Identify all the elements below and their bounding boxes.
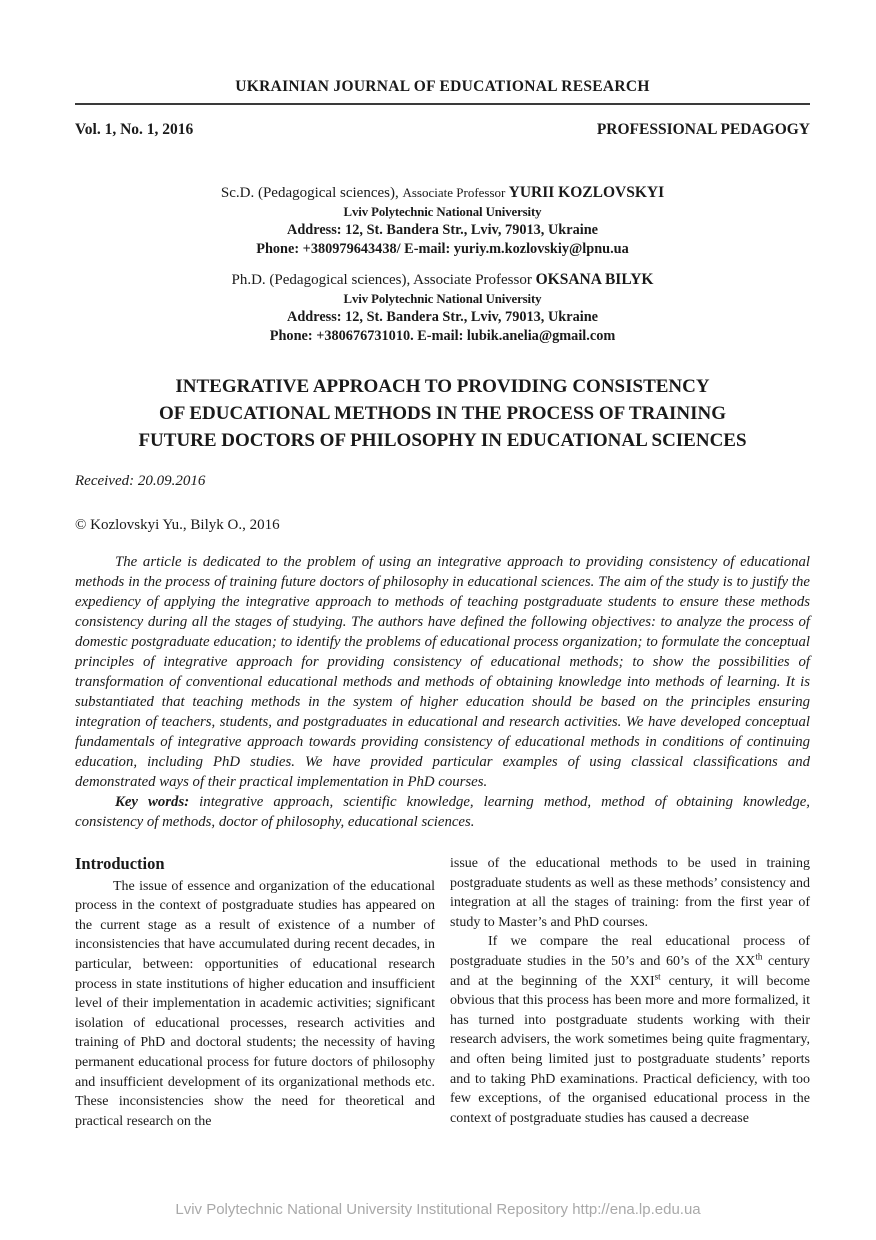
author-address: Address: 12, St. Bandera Str., Lviv, 79013, Ukraine — [287, 309, 598, 325]
copyright-line: © Kozlovskyi Yu., Bilyk O., 2016 — [75, 517, 280, 533]
rc2-seg1: If we compare the real educational process of postgraduate studies in the 50’s and 60’s of the XX — [450, 934, 810, 969]
article-title — [75, 373, 810, 454]
author-block-2 — [75, 270, 810, 345]
repository-footer: Lviv Polytechnic National University Institutional Repository http://ena.lp.edu.ua — [175, 1201, 701, 1218]
introduction-heading: Introduction — [75, 854, 165, 873]
article-title-line-2: OF EDUCATIONAL METHODS IN THE PROCESS OF TRAINING — [158, 403, 727, 424]
body-columns — [75, 854, 810, 1131]
issue-volume: Vol. 1, No. 1, 2016 — [75, 121, 194, 138]
article-title-line-3: FUTURE DOCTORS OF PHILOSOPHY IN EDUCATIONAL SCIENCES — [138, 430, 747, 451]
right-column-paragraph-1: issue of the educational methods to be used in training postgraduate students as well as these methods’ consistency and integration at all the stages of training: from the first year of study to Master’s and PhD courses. — [450, 856, 810, 930]
rc2-sup2: st — [654, 970, 661, 981]
author-name: YURII KOZLOVSKYI — [508, 184, 665, 201]
authors-section — [75, 183, 810, 345]
received-date: Received: 20.09.2016 — [75, 473, 206, 489]
author-position: Associate Professor — [402, 185, 509, 200]
author-contact: Phone: +380676731010. E-mail: lubik.anelia@gmail.com — [269, 327, 616, 344]
article-title-line-1: INTEGRATIVE APPROACH TO PROVIDING CONSISTENCY — [175, 376, 710, 397]
author-affiliation: Lviv Polytechnic National University — [343, 292, 542, 306]
left-column-paragraph: The issue of essence and organization of the educational process in the context of postgraduate studies has appeared on the current stage as a result of existence of a number of inconsistencies that have accumulated during recent decades, in particular, between: opportunities of educational research process in state institutions of higher education and insufficient level of their implementation in academic activities; significant isolation of educational processes, research activities and training of PhD and doctoral students; the necessity of having permanent educational process for future doctors of philosophy and insufficient development of its organizational methods etc. These inconsistencies show the need for theoretical and practical research on the — [75, 878, 435, 1129]
author-degree: Ph.D. (Pedagogical sciences), — [231, 272, 414, 288]
keywords-paragraph — [75, 792, 810, 832]
rc2-seg2: century and at the beginning of the XXI — [450, 953, 810, 989]
author-position: Associate Professor — [413, 272, 536, 288]
author-affiliation: Lviv Polytechnic National University — [343, 205, 542, 219]
author-degree: Sc.D. (Pedagogical sciences), — [220, 185, 403, 201]
author-block-1 — [75, 183, 810, 258]
author-contact: Phone: +380979643438/ E-mail: yuriy.m.kozlovskiy@lpnu.ua — [256, 240, 629, 257]
abstract-section — [75, 552, 810, 832]
author-address: Address: 12, St. Bandera Str., Lviv, 79013, Ukraine — [287, 222, 598, 238]
journal-header-title: UKRAINIAN JOURNAL OF EDUCATIONAL RESEARCH — [235, 78, 650, 95]
author-degree-line — [75, 183, 810, 203]
abstract-paragraph: The article is dedicated to the problem of using an integrative approach to providing consistency of educational methods in the process of training future doctors of philosophy in educational sciences. The aim of the study is to justify the expediency of applying the integrative approach to methods of teaching postgraduate students to ensure these methods consistency during all the stages of studying. The authors have defined the following objectives: to analyze the process of domestic postgraduate education; to identify the problems of educational process organization; to formulate the conceptual principles of integrative approach for providing consistency of educational methods; to show the possibilities of transformation of conventional educational methods and methods of obtaining knowledge into methods of learning. It is substantiated that teaching methods in the system of higher education should be based on the principles ensuring integration of teachers, students, and postgraduates in educational and research activities. We have developed conceptual fundamentals of integrative approach towards providing consistency of educational methods in conditions of continuing education, including PhD studies. We have provided particular examples of using classical classifications and demonstrated ways of their practical implementation in PhD courses. — [75, 554, 810, 790]
issue-section: PROFESSIONAL PEDAGOGY — [596, 121, 810, 138]
issue-row — [75, 121, 810, 139]
right-column-paragraph-2 — [450, 932, 810, 1128]
right-column — [450, 854, 810, 1131]
rc2-seg3: century, it will become obvious that this process has been more and more formalized, it has turned into postgraduate students working with their research advisers, the work sometimes being quite fragmentary, and often being limited just to postgraduate students’ reports and to taking PhD examinations. Practical deficiency, with too few exceptions, of the organised educational process in the context of postgraduate studies has caused a decrease — [450, 973, 811, 1126]
keywords-label: Key words: — [115, 794, 190, 810]
author-degree-line — [75, 270, 810, 290]
keywords-text: integrative approach, scientific knowledge, learning method, method of obtaining knowledge, consistency of methods, doctor of philosophy, educational sciences. — [75, 794, 810, 830]
author-name: OKSANA BILYK — [535, 271, 654, 288]
left-column — [75, 854, 435, 1131]
header-divider — [75, 103, 810, 105]
rc2-sup1: th — [755, 951, 763, 962]
